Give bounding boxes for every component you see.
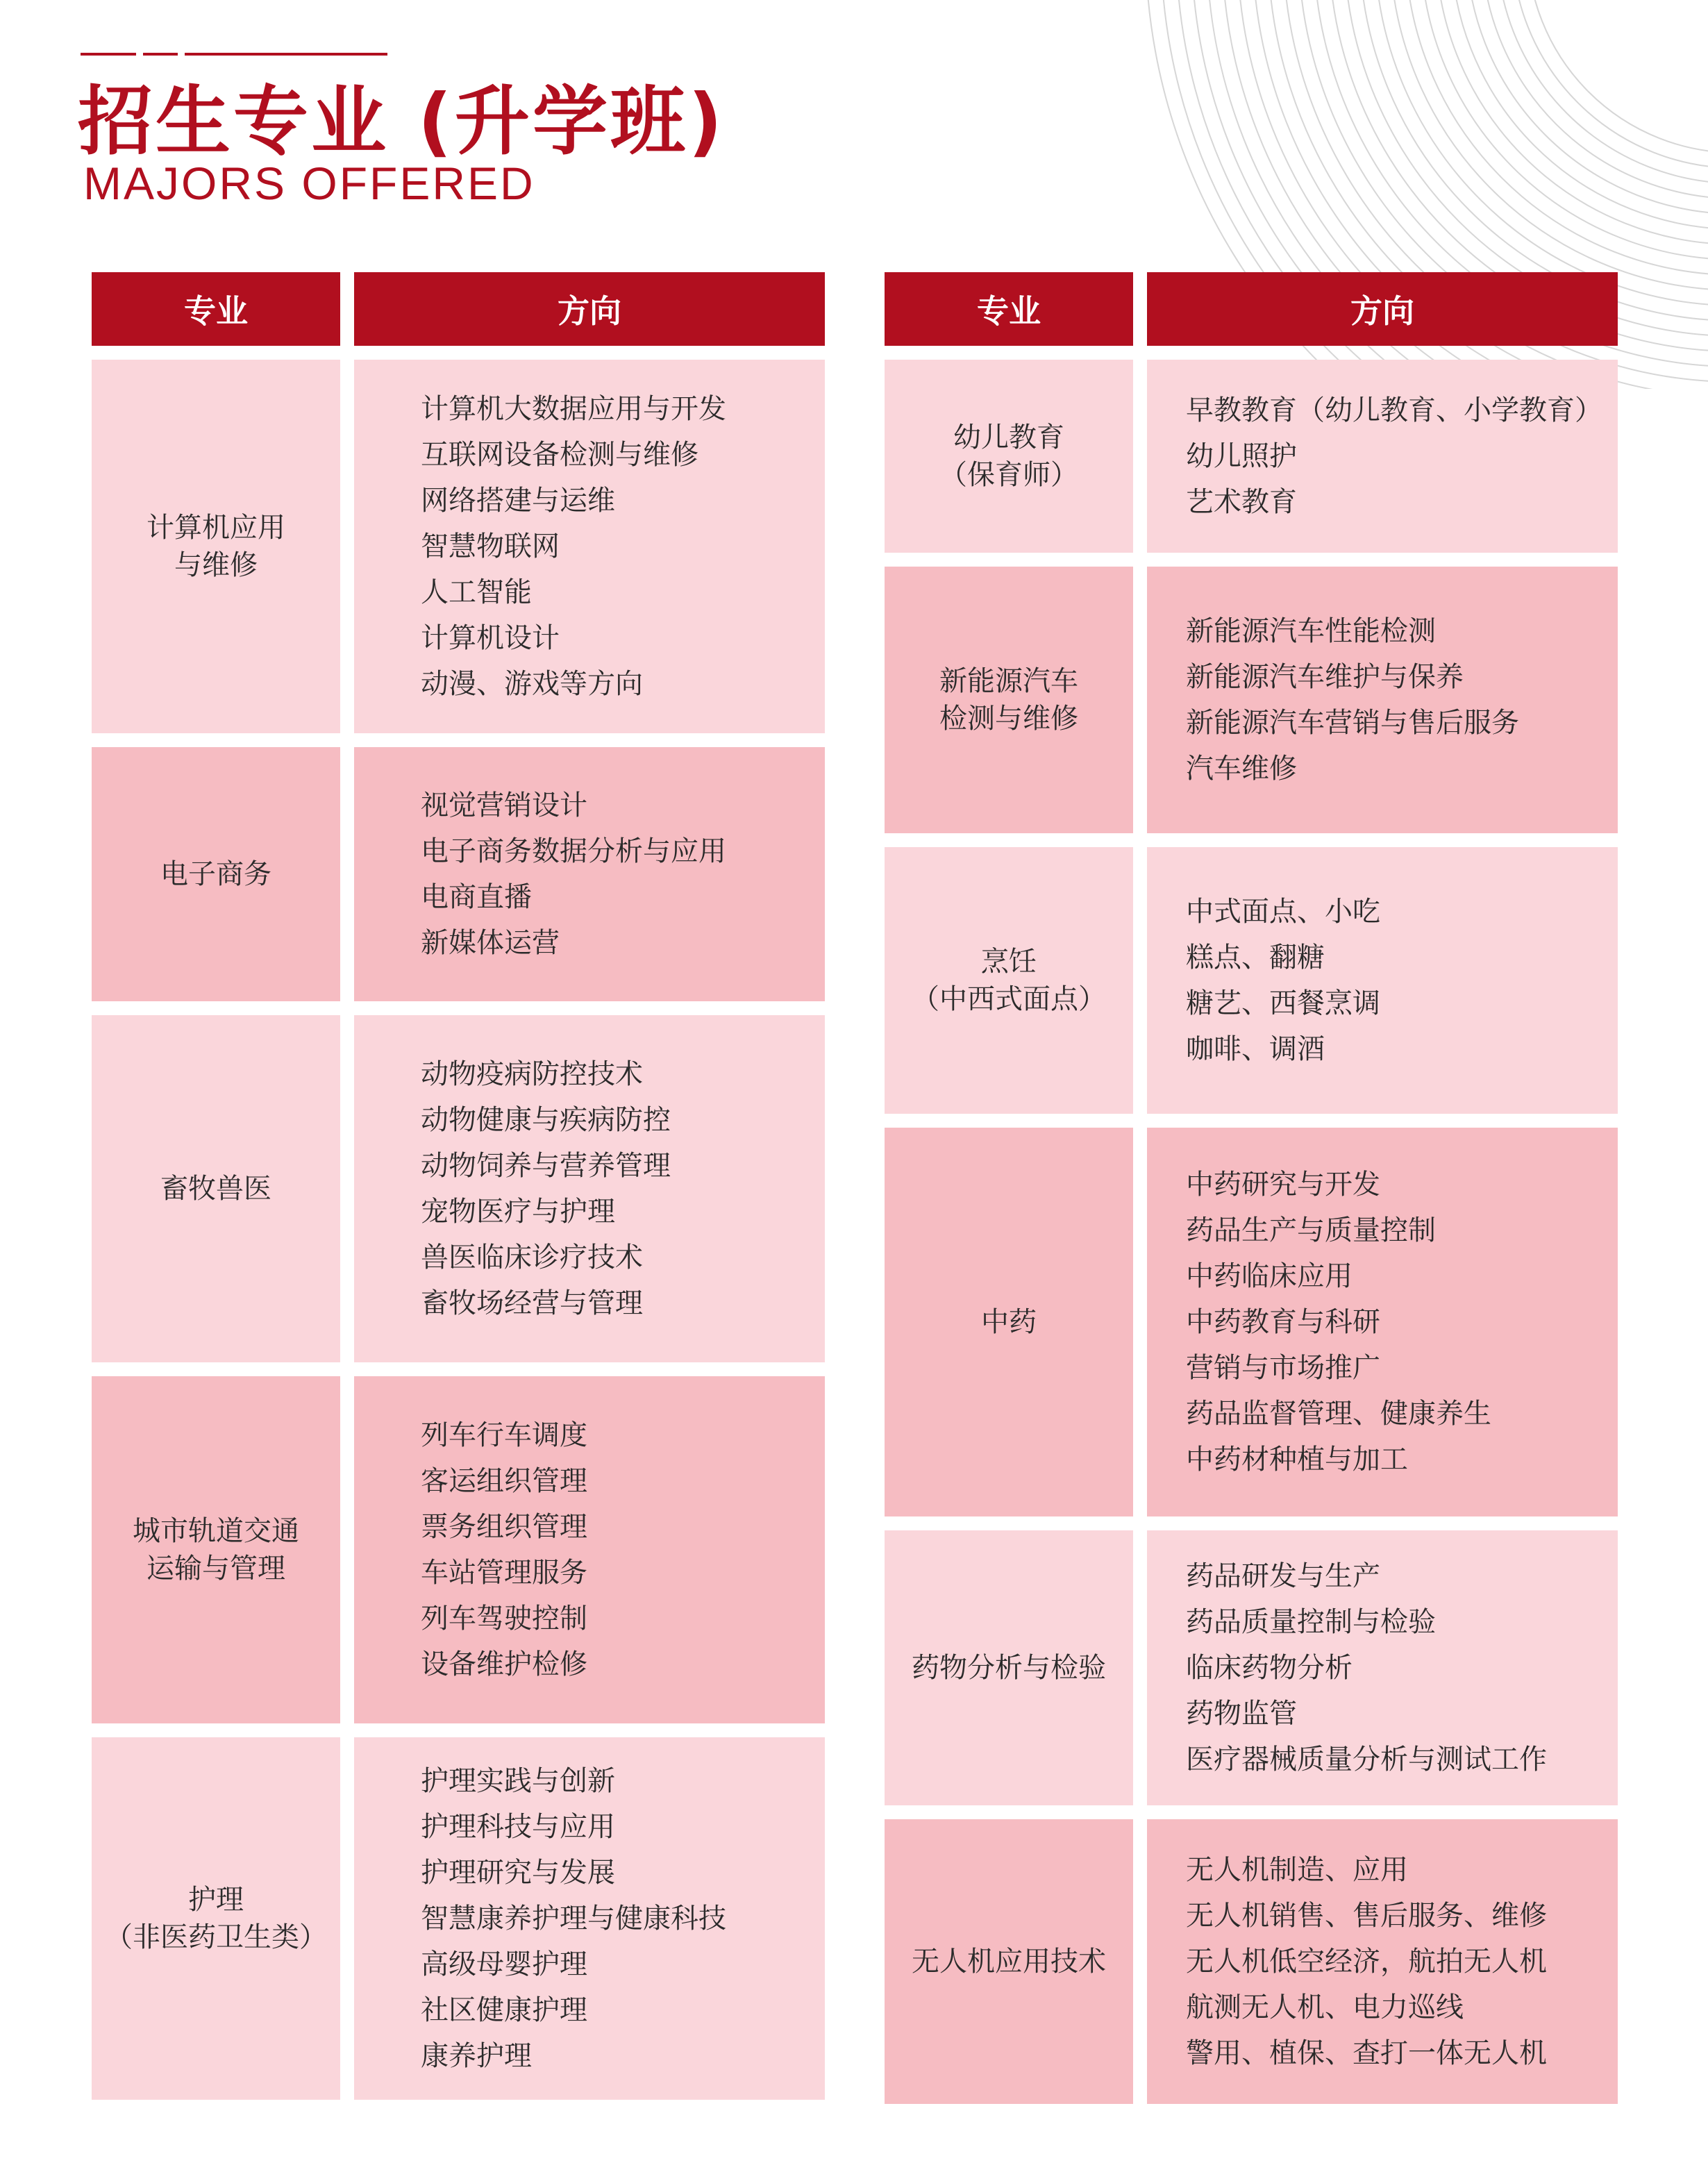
direction-item: 护理科技与应用 <box>421 1811 615 1843</box>
direction-item: 新能源汽车维护与保养 <box>1186 661 1464 693</box>
header-major: 专业 <box>885 272 1133 346</box>
major-cell <box>92 1376 340 1723</box>
direction-list <box>1186 1162 1491 1482</box>
direction-item: 新媒体运营 <box>421 927 560 959</box>
table-header <box>885 272 1618 346</box>
major-name <box>133 1512 299 1587</box>
table-row <box>885 567 1618 833</box>
direction-item: 药品监督管理、健康养生 <box>1186 1398 1491 1430</box>
direction-item: 护理研究与发展 <box>421 1857 615 1889</box>
direction-list <box>1186 608 1519 792</box>
major-name <box>912 1943 1106 1980</box>
major-cell <box>92 360 340 733</box>
direction-cell <box>1147 1819 1618 2104</box>
deco-arc <box>1390 0 1708 290</box>
direction-cell <box>354 747 825 1001</box>
direction-item: 客运组织管理 <box>421 1465 587 1497</box>
direction-item: 糕点、翻糖 <box>1186 942 1325 973</box>
major-name-line: 检测与维修 <box>939 703 1078 735</box>
direction-list <box>421 386 726 707</box>
major-name-line: （中西式面点） <box>912 983 1106 1015</box>
direction-item: 互联网设备检测与维修 <box>421 439 698 471</box>
deco-arc <box>1451 0 1708 229</box>
direction-item: 列车行车调度 <box>421 1419 587 1451</box>
major-name-line: 无人机应用技术 <box>912 1946 1106 1978</box>
major-cell <box>885 1530 1133 1805</box>
major-name <box>146 509 285 584</box>
direction-item: 新能源汽车性能检测 <box>1186 615 1436 647</box>
deco-arc <box>1436 0 1708 244</box>
direction-item: 康养护理 <box>421 2040 532 2072</box>
direction-item: 电商直播 <box>421 881 532 913</box>
direction-list <box>1186 1847 1547 2076</box>
page-title: 招生专业 (升学班) <box>78 78 726 165</box>
direction-item: 早教教育（幼儿教育、小学教育） <box>1186 394 1602 426</box>
direction-list <box>1186 889 1380 1072</box>
title-rule-short <box>81 53 136 56</box>
direction-item: 票务组织管理 <box>421 1511 587 1543</box>
direction-item: 药品生产与质量控制 <box>1186 1214 1436 1246</box>
majors-table-right <box>885 272 1618 2118</box>
direction-item: 护理实践与创新 <box>421 1765 615 1797</box>
title-rule-mid <box>143 53 178 56</box>
major-name <box>912 1649 1106 1687</box>
major-name-line: 药物分析与检验 <box>912 1652 1106 1684</box>
major-name <box>160 1170 271 1208</box>
direction-item: 车站管理服务 <box>421 1557 587 1589</box>
direction-list <box>421 1412 587 1687</box>
direction-item: 中药材种植与加工 <box>1186 1444 1408 1476</box>
major-name <box>912 943 1106 1018</box>
table-body <box>92 360 825 2100</box>
table-body <box>885 360 1618 2104</box>
major-name-line: 运输与管理 <box>146 1553 285 1585</box>
major-name-line: 电子商务 <box>160 858 271 890</box>
direction-item: 营销与市场推广 <box>1186 1352 1380 1384</box>
direction-item: 中药研究与开发 <box>1186 1169 1380 1201</box>
major-name-line: 中药 <box>981 1306 1037 1338</box>
table-row <box>92 360 825 733</box>
direction-item: 智慧康养护理与健康科技 <box>421 1903 726 1935</box>
major-cell <box>92 747 340 1001</box>
major-cell <box>92 1737 340 2100</box>
deco-arc <box>1405 0 1708 275</box>
direction-item: 视觉营销设计 <box>421 789 587 821</box>
direction-item: 智慧物联网 <box>421 530 560 562</box>
major-name-line: 与维修 <box>174 549 258 581</box>
majors-table-left <box>92 272 825 2114</box>
table-row <box>885 847 1618 1114</box>
direction-item: 高级母婴护理 <box>421 1948 587 1980</box>
direction-item: 无人机低空经济，航拍无人机 <box>1186 1946 1547 1978</box>
major-name-line: （保育师） <box>939 459 1078 491</box>
direction-cell <box>1147 1530 1618 1805</box>
direction-item: 动漫、游戏等方向 <box>421 668 643 700</box>
direction-item: 社区健康护理 <box>421 1994 587 2026</box>
direction-item: 无人机销售、售后服务、维修 <box>1186 1900 1547 1932</box>
direction-item: 中药临床应用 <box>1186 1260 1353 1292</box>
direction-item: 航测无人机、电力巡线 <box>1186 1991 1464 2023</box>
page-subtitle: MAJORS OFFERED <box>83 158 535 209</box>
direction-item: 咖啡、调酒 <box>1186 1033 1325 1065</box>
table-row <box>885 360 1618 553</box>
major-cell <box>885 360 1133 553</box>
table-row <box>92 1376 825 1723</box>
direction-item: 电子商务数据分析与应用 <box>421 835 726 867</box>
direction-item: 设备维护检修 <box>421 1648 587 1680</box>
direction-item: 列车驾驶控制 <box>421 1603 587 1635</box>
major-name <box>939 662 1078 737</box>
table-row <box>92 747 825 1001</box>
major-name-line: 烹饪 <box>981 946 1037 978</box>
table-row <box>885 1128 1618 1516</box>
direction-item: 中药教育与科研 <box>1186 1306 1380 1338</box>
major-name-line: 城市轨道交通 <box>133 1515 299 1547</box>
direction-cell <box>1147 360 1618 553</box>
direction-cell <box>1147 1128 1618 1516</box>
direction-item: 计算机设计 <box>421 622 560 654</box>
major-name <box>939 419 1078 494</box>
direction-item: 医疗器械质量分析与测试工作 <box>1186 1744 1547 1775</box>
direction-cell <box>354 360 825 733</box>
direction-cell <box>354 1737 825 2100</box>
major-name-line: 畜牧兽医 <box>160 1173 271 1205</box>
major-name <box>981 1303 1037 1341</box>
direction-item: 艺术教育 <box>1186 486 1297 518</box>
major-name <box>160 855 271 893</box>
direction-item: 畜牧场经营与管理 <box>421 1287 643 1319</box>
major-name <box>105 1881 327 1956</box>
direction-item: 宠物医疗与护理 <box>421 1196 615 1228</box>
direction-item: 幼儿照护 <box>1186 440 1297 472</box>
direction-item: 兽医临床诊疗技术 <box>421 1242 643 1273</box>
major-name-line: 计算机应用 <box>146 512 285 544</box>
direction-item: 临床药物分析 <box>1186 1652 1353 1684</box>
table-row <box>885 1530 1618 1805</box>
direction-list <box>421 1051 671 1326</box>
header-major: 专业 <box>92 272 340 346</box>
table-row <box>885 1819 1618 2104</box>
major-name-line: 护理 <box>188 1884 244 1916</box>
table-header <box>92 272 825 346</box>
table-row <box>92 1015 825 1362</box>
major-cell <box>885 567 1133 833</box>
direction-item: 网络搭建与运维 <box>421 485 615 517</box>
direction-list <box>1186 1553 1547 1782</box>
major-cell <box>885 1128 1133 1516</box>
direction-cell <box>1147 847 1618 1114</box>
major-name-line: （非医药卫生类） <box>105 1921 327 1953</box>
direction-item: 人工智能 <box>421 576 532 608</box>
direction-item: 动物饲养与营养管理 <box>421 1150 671 1182</box>
direction-item: 动物疫病防控技术 <box>421 1058 643 1090</box>
header-direction: 方向 <box>354 272 825 346</box>
direction-item: 中式面点、小吃 <box>1186 896 1380 928</box>
direction-list <box>1186 387 1602 525</box>
direction-item: 药物监管 <box>1186 1698 1297 1730</box>
direction-item: 药品质量控制与检验 <box>1186 1606 1436 1638</box>
direction-item: 无人机制造、应用 <box>1186 1854 1408 1886</box>
major-name-line: 新能源汽车 <box>939 665 1078 697</box>
major-cell <box>885 847 1133 1114</box>
table-row <box>92 1737 825 2100</box>
direction-item: 计算机大数据应用与开发 <box>421 393 726 425</box>
direction-cell <box>1147 567 1618 833</box>
title-rule-long <box>185 53 387 56</box>
direction-item: 糖艺、西餐烹调 <box>1186 987 1380 1019</box>
major-name-line: 幼儿教育 <box>953 421 1064 453</box>
direction-item: 药品研发与生产 <box>1186 1560 1380 1592</box>
major-cell <box>92 1015 340 1362</box>
direction-list <box>421 783 726 966</box>
direction-list <box>421 1758 726 2079</box>
major-cell <box>885 1819 1133 2104</box>
direction-cell <box>354 1015 825 1362</box>
direction-cell <box>354 1376 825 1723</box>
header-direction: 方向 <box>1147 272 1618 346</box>
direction-item: 汽车维修 <box>1186 753 1297 785</box>
direction-item: 新能源汽车营销与售后服务 <box>1186 707 1519 739</box>
direction-item: 警用、植保、查打一体无人机 <box>1186 2037 1547 2069</box>
direction-item: 动物健康与疾病防控 <box>421 1104 671 1136</box>
